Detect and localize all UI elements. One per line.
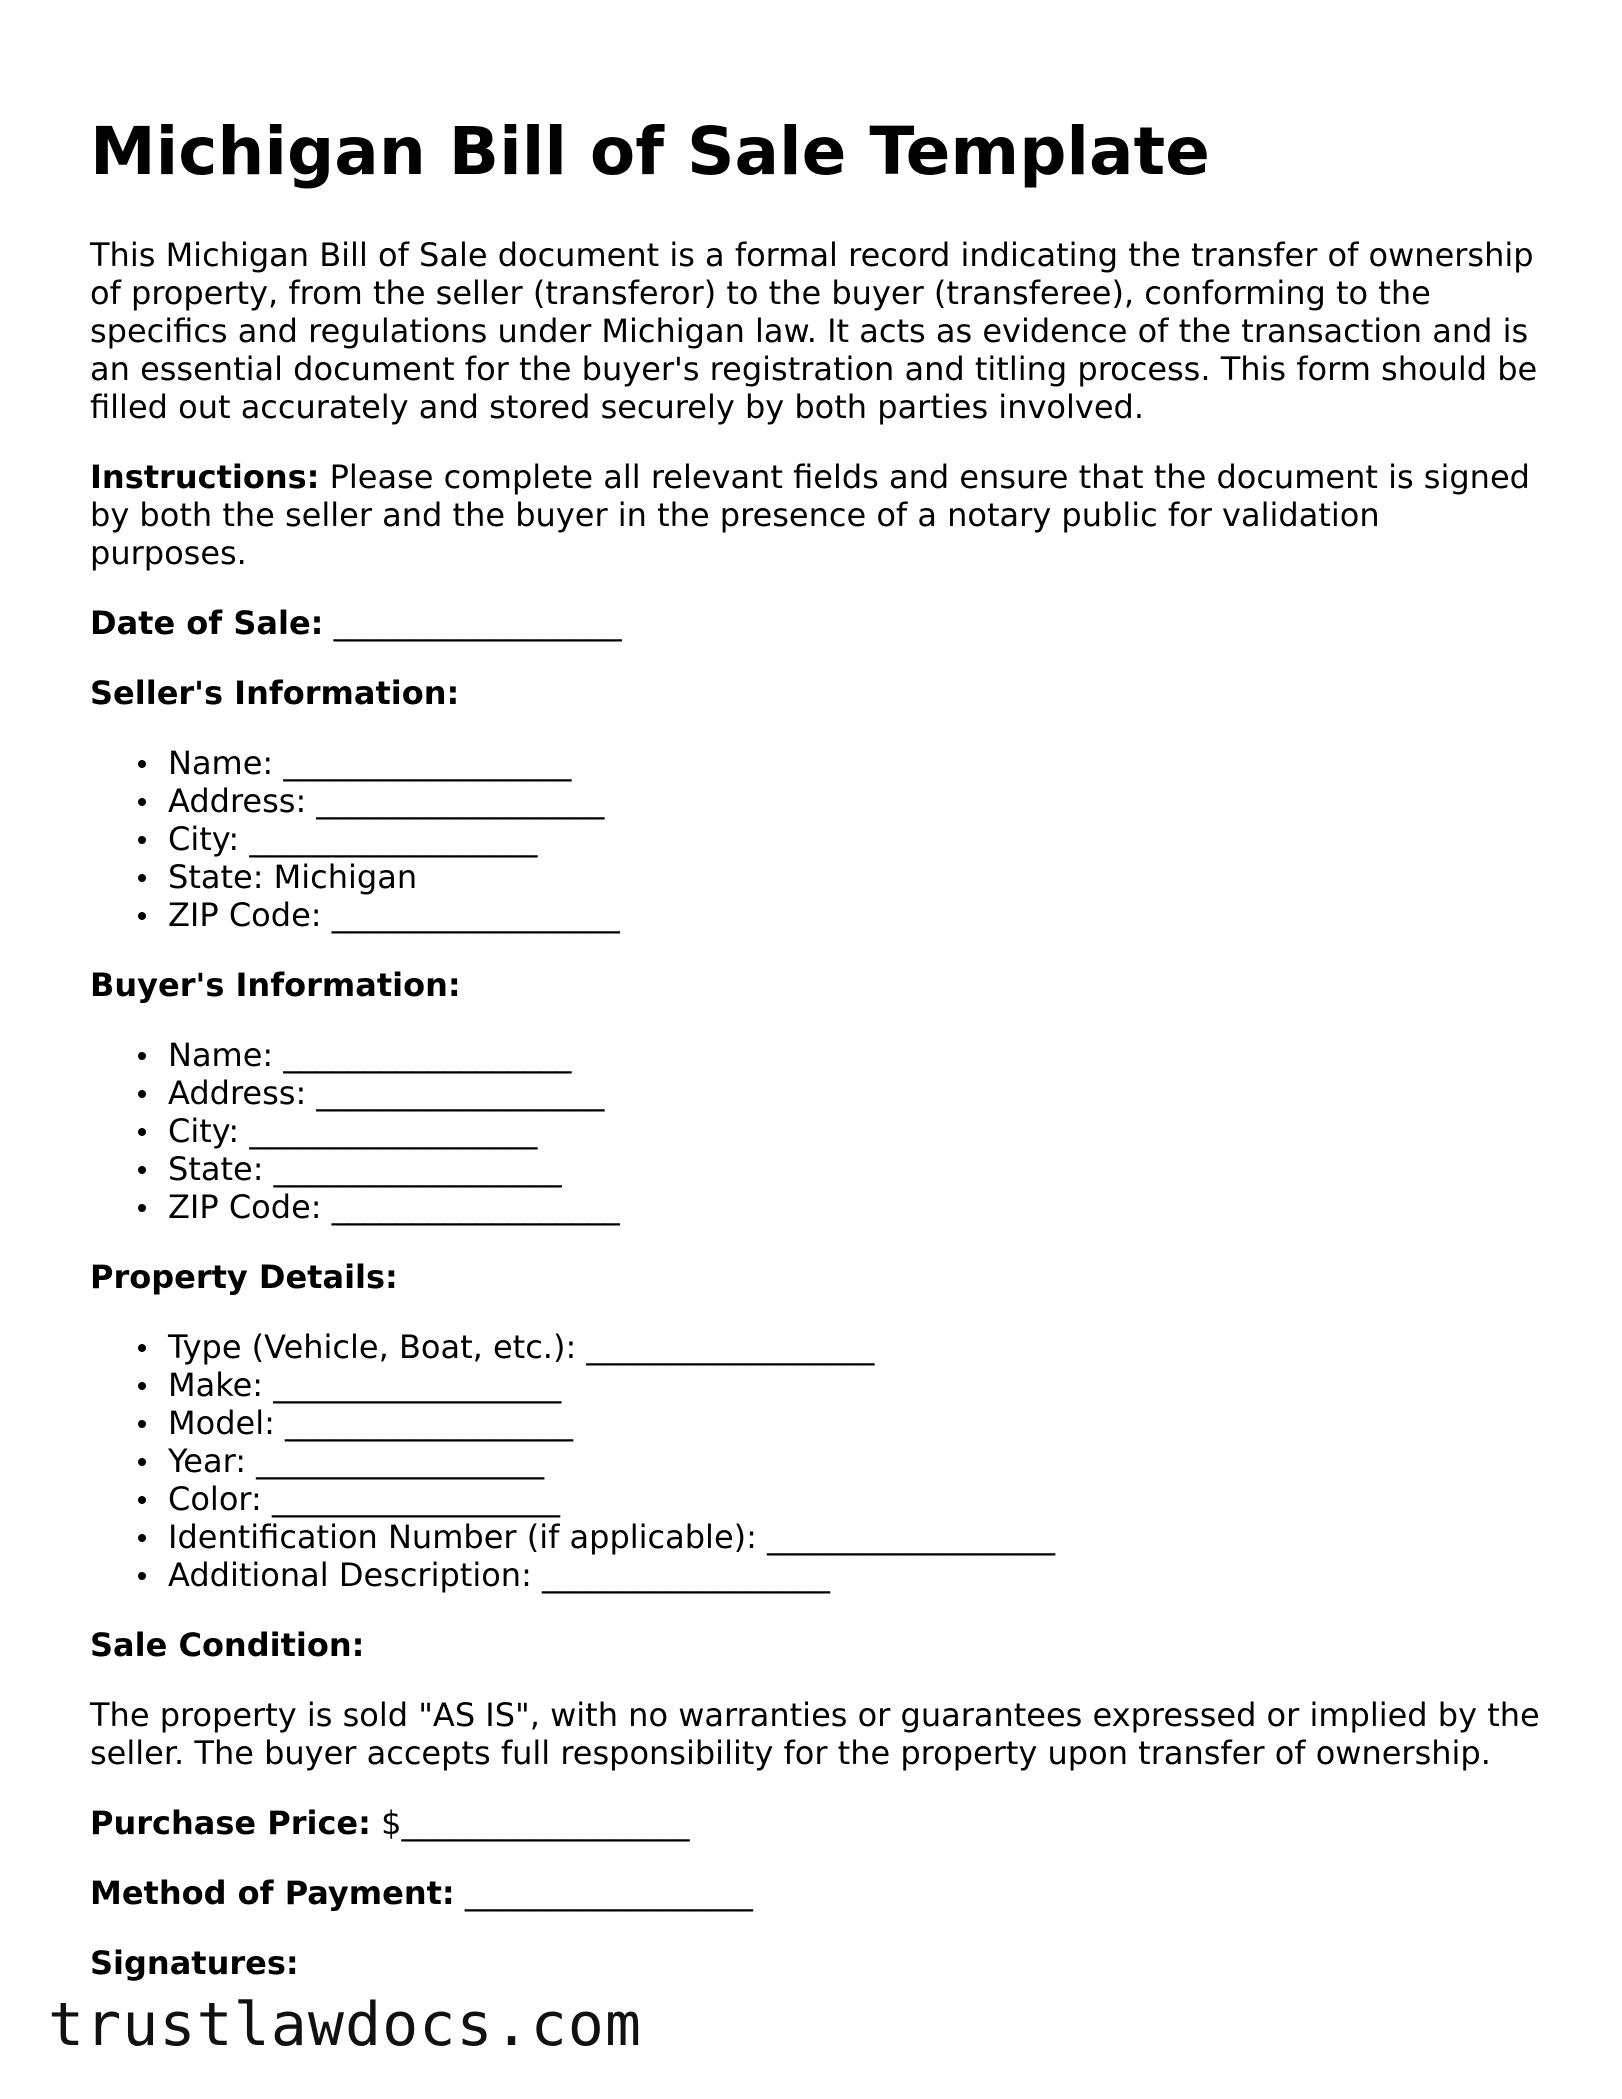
seller-city-label: City: (168, 820, 240, 858)
buyer-city-blank[interactable]: __________________ (249, 1112, 538, 1150)
buyer-state-blank[interactable]: __________________ (273, 1150, 562, 1188)
buyer-heading: Buyer's Information: (90, 966, 461, 1004)
seller-city-blank[interactable]: __________________ (249, 820, 538, 858)
buyer-city-label: City: (168, 1112, 240, 1150)
seller-address-label: Address: (168, 782, 307, 820)
currency-symbol: $ (370, 1804, 402, 1842)
property-color-label: Color: (168, 1480, 262, 1518)
list-item (168, 1074, 1540, 1112)
property-id-label: Identification Number (if applicable): (168, 1518, 757, 1556)
property-make-blank[interactable]: __________________ (273, 1366, 562, 1404)
date-of-sale-field (90, 604, 1540, 642)
property-model-label: Model: (168, 1404, 275, 1442)
seller-name-label: Name: (168, 744, 274, 782)
property-year-blank[interactable]: __________________ (256, 1442, 545, 1480)
seller-name-blank[interactable]: __________________ (283, 744, 572, 782)
document-page (90, 112, 1540, 2014)
property-model-blank[interactable]: __________________ (285, 1404, 574, 1442)
list-item (168, 744, 1540, 782)
seller-state-label: State: Michigan (168, 858, 418, 896)
list-item (168, 820, 1540, 858)
list-item (168, 1112, 1540, 1150)
property-description-label: Additional Description: (168, 1556, 532, 1594)
purchase-price-field (90, 1804, 1540, 1842)
property-make-label: Make: (168, 1366, 264, 1404)
date-of-sale-label: Date of Sale: (90, 604, 324, 642)
list-item (168, 1150, 1540, 1188)
property-type-blank[interactable]: __________________ (586, 1328, 875, 1366)
payment-method-field (90, 1874, 1540, 1912)
signatures-heading: Signatures: (90, 1944, 299, 1982)
sale-condition-heading: Sale Condition: (90, 1626, 365, 1664)
buyer-state-label: State: (168, 1150, 264, 1188)
purchase-price-label: Purchase Price: (90, 1804, 371, 1842)
list-item (168, 1036, 1540, 1074)
instructions-text: Please complete all relevant fields and ensure that the document is signed by both the seller and the buyer in the presence of a notary public for validation purposes. (90, 458, 1530, 572)
property-color-blank[interactable]: __________________ (271, 1480, 560, 1518)
buyer-address-label: Address: (168, 1074, 307, 1112)
buyer-list (90, 1036, 1540, 1226)
seller-list (90, 744, 1540, 934)
seller-zip-label: ZIP Code: (168, 896, 322, 934)
list-item (168, 1328, 1540, 1366)
seller-zip-blank[interactable]: __________________ (331, 896, 620, 934)
list-item (168, 1442, 1540, 1480)
list-item (168, 858, 1540, 896)
property-list (90, 1328, 1540, 1594)
property-year-label: Year: (168, 1442, 246, 1480)
list-item (168, 1188, 1540, 1226)
list-item (168, 896, 1540, 934)
list-item (168, 1404, 1540, 1442)
sale-condition-text: The property is sold "AS IS", with no warranties or guarantees expressed or implied by the seller. The buyer accepts full responsibility for the property upon transfer of ownership. (90, 1696, 1540, 1772)
property-heading: Property Details: (90, 1258, 398, 1296)
buyer-zip-blank[interactable]: __________________ (331, 1188, 620, 1226)
watermark: trustlawdocs.com (48, 1990, 642, 2060)
property-type-label: Type (Vehicle, Boat, etc.): (168, 1328, 577, 1366)
purchase-price-blank[interactable]: __________________ (401, 1804, 690, 1842)
instructions-label: Instructions: (90, 458, 320, 496)
payment-method-label: Method of Payment: (90, 1874, 455, 1912)
buyer-address-blank[interactable]: __________________ (316, 1074, 605, 1112)
intro-paragraph: This Michigan Bill of Sale document is a formal record indicating the transfer of ownership of property, from the seller (transferor) to the buyer (transferee), conforming to the specifics and regulations under Michigan law. It acts as evidence of the transaction and is an essential document for the buyer's registration and titling process. This form should be filled out accurately and stored securely by both parties involved. (90, 236, 1538, 426)
date-of-sale-blank[interactable]: __________________ (333, 604, 622, 642)
buyer-zip-label: ZIP Code: (168, 1188, 322, 1226)
payment-method-blank[interactable]: __________________ (464, 1874, 753, 1912)
list-item (168, 1556, 1540, 1594)
seller-heading: Seller's Information: (90, 674, 460, 712)
seller-address-blank[interactable]: __________________ (316, 782, 605, 820)
page-title: Michigan Bill of Sale Template (90, 113, 1210, 190)
list-item (168, 1480, 1540, 1518)
buyer-name-blank[interactable]: __________________ (283, 1036, 572, 1074)
list-item (168, 1366, 1540, 1404)
property-description-blank[interactable]: __________________ (542, 1556, 831, 1594)
instructions-paragraph (90, 458, 1540, 572)
buyer-name-label: Name: (168, 1036, 274, 1074)
property-id-blank[interactable]: __________________ (767, 1518, 1056, 1556)
list-item (168, 1518, 1540, 1556)
list-item (168, 782, 1540, 820)
